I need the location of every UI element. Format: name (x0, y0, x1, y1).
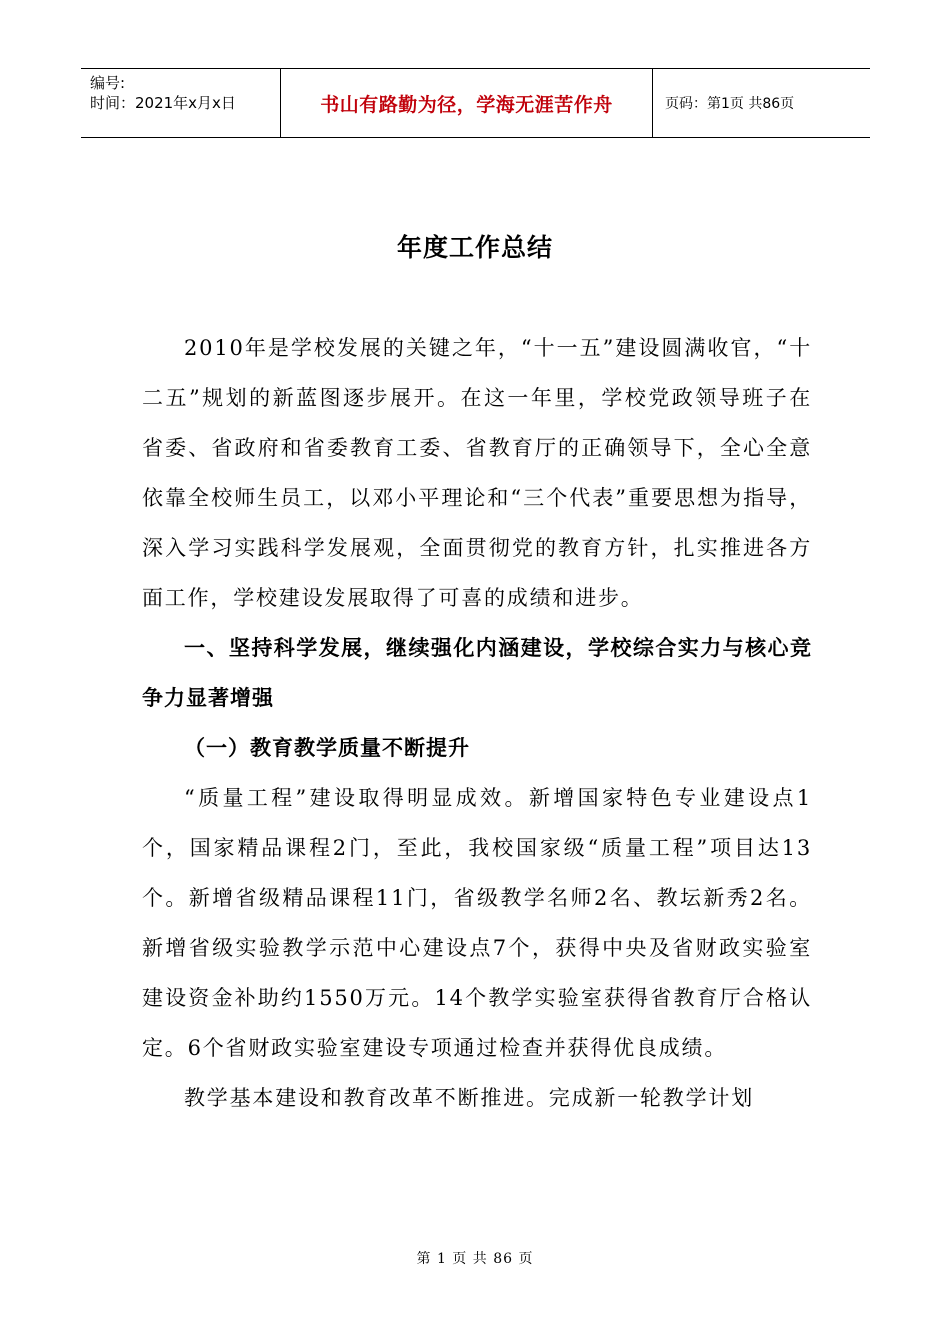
body-paragraph: 教学基本建设和教育改革不断推进。完成新一轮教学计划 (184, 1086, 754, 1110)
number-label: 编号: (90, 74, 126, 92)
document-title: 年度工作总结 (396, 233, 553, 262)
page-footer: 第 1 页 共 86 页 (416, 1251, 534, 1267)
body-paragraph: 2010年是学校发展的关键之年，“十一五”建设圆满收官，“十二五”规划的新蓝图逐步展开。在这一年里，学校党政领导班子在省委、省政府和省委教育工委、省教育厅的正确领导下，全心全意依靠全校师生员工，以邓小平理论和“三个代表”重要思想为指导，深入学习实践科学发展观，全面贯彻党的教育方针，扎实推进各方面工作，学校建设发展取得了可喜的成绩和进步。 (142, 336, 812, 610)
subsection-heading: （一）教育教学质量不断提升 (184, 736, 470, 760)
header-meta (81, 69, 281, 137)
section-heading: 一、坚持科学发展，继续强化内涵建设，学校综合实力与核心竞争力显著增强 (142, 636, 812, 710)
document-body (142, 323, 812, 1123)
header-motto: 书山有路勤为径，学海无涯苦作舟 (281, 69, 653, 137)
body-paragraph: “质量工程”建设取得明显成效。新增国家特色专业建设点1个，国家精品课程2门，至此，我校国家级“质量工程”项目达13个。新增省级精品课程11门，省级教学名师2名、教坛新秀2名。新增省级实验教学示范中心建设点7个，获得中央及省财政实验室建设资金补助约1550万元。14个教学实验室获得省教育厅合格认定。6个省财政实验室建设专项通过检查并获得优良成绩。 (142, 786, 812, 1060)
time-label: 时间：2021年x月x日 (90, 94, 236, 112)
header-page-code: 页码：第1页 共86页 (665, 96, 795, 112)
document-header (81, 68, 870, 138)
